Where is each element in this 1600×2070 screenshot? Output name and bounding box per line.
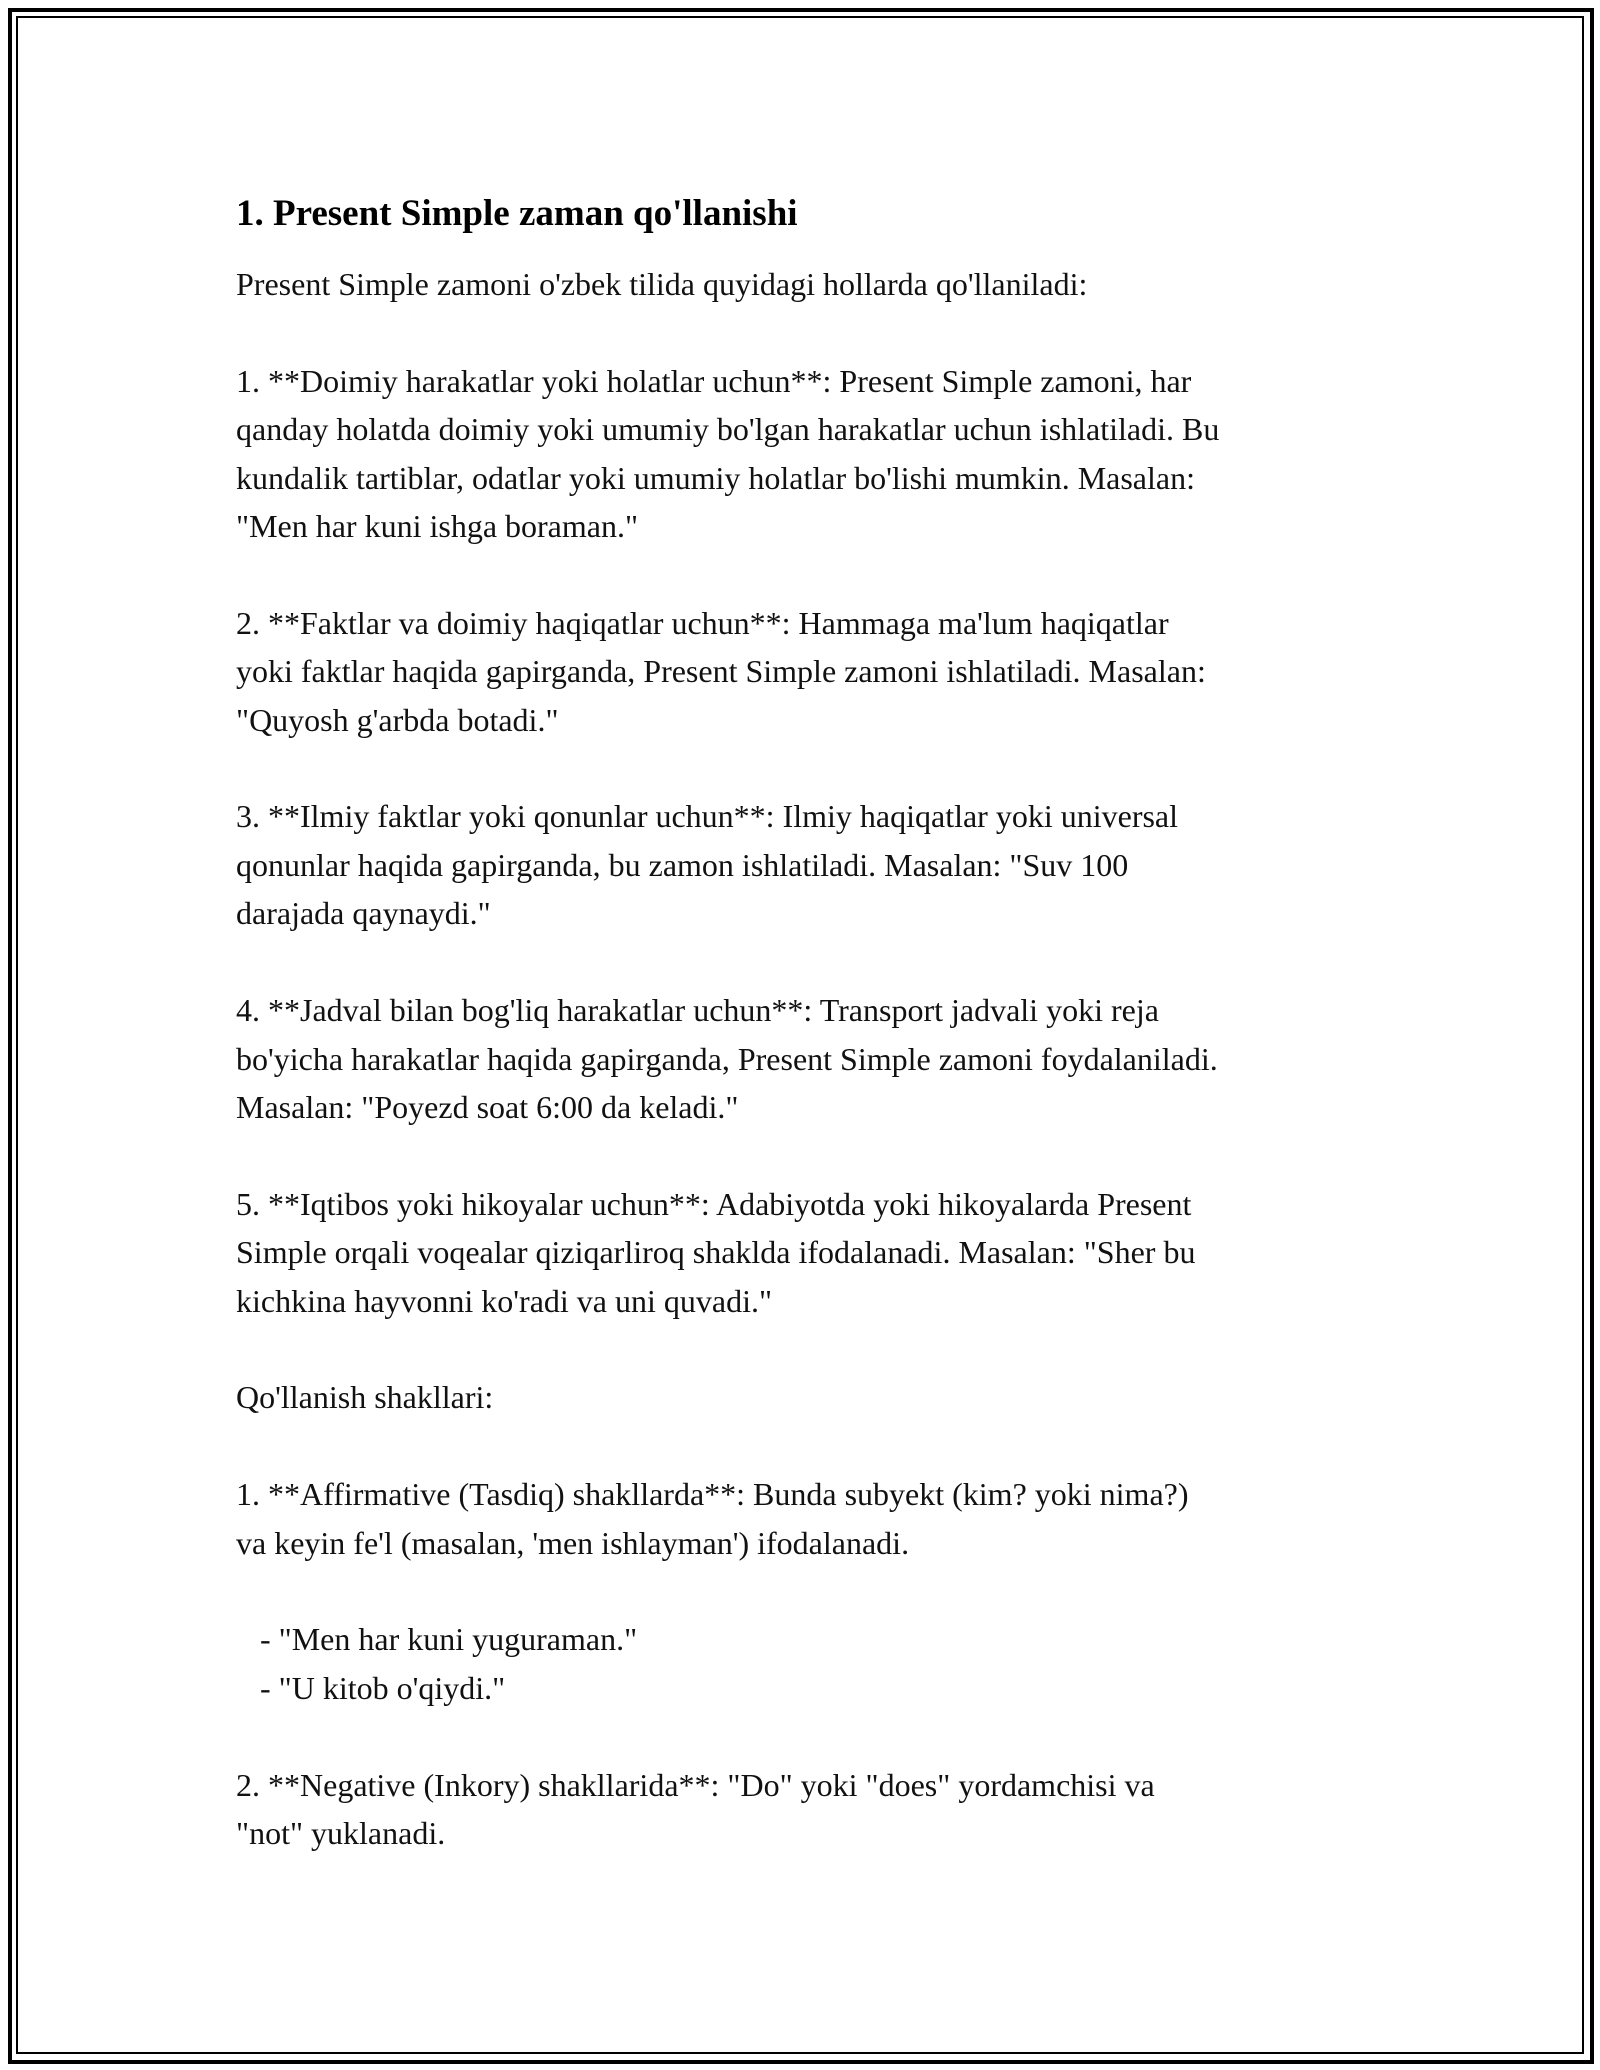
document-title: 1. Present Simple zaman qo'llanishi: [236, 193, 798, 234]
document-content: [236, 186, 1386, 1857]
document-body: Present Simple zamoni o'zbek tilida quyidagi hollarda qo'llaniladi: 1. **Doimiy harakatlar yoki holatlar uchun**: Present Simple zamoni, har qanday holatda doimiy yoki umumiy bo'lgan harakatlar uchun ishlatiladi. Bu kundalik tartiblar, odatlar yoki umumiy holatlar bo'lishi mumkin. Masalan: "Men har kuni ishga boraman." 2. **Faktlar va doimiy haqiqatlar uchun**: Hammaga ma'lum haqiqatlar yoki faktlar haqida gapirganda, Present Simple zamoni ishlatiladi. Masalan: "Quyosh g'arbda botadi." 3. **Ilmiy faktlar yoki qonunlar uchun**: Ilmiy haqiqatlar yoki universal qonunlar haqida gapirganda, bu zamon ishlatiladi. Masalan: "Suv 100 darajada qaynaydi." 4. **Jadval bilan bog'liq harakatlar uchun**: Transport jadvali yoki reja bo'yicha harakatlar haqida gapirganda, Present Simple zamoni foydalaniladi. Masalan: "Poyezd soat 6:00 da keladi." 5. **Iqtibos yoki hikoyalar uchun**: Adabiyotda yoki hikoyalarda Present Simple orqali voqealar qiziqarliroq shaklda ifodalanadi. Masalan: "Sher bu kichkina hayvonni ko'radi va uni quvadi." Qo'llanish shakllari: 1. **Affirmative (Tasdiq) shakllarda**: Bunda subyekt (kim? yoki nima?) va keyin fe'l (masalan, 'men ishlayman') ifodalanadi. - "Men har kuni yuguraman." - "U kitob o'qiydi." 2. **Negative (Inkory) shakllarida**: "Do" yoki "does" yordamchisi va "not" yuklanadi.: [236, 266, 1220, 1851]
